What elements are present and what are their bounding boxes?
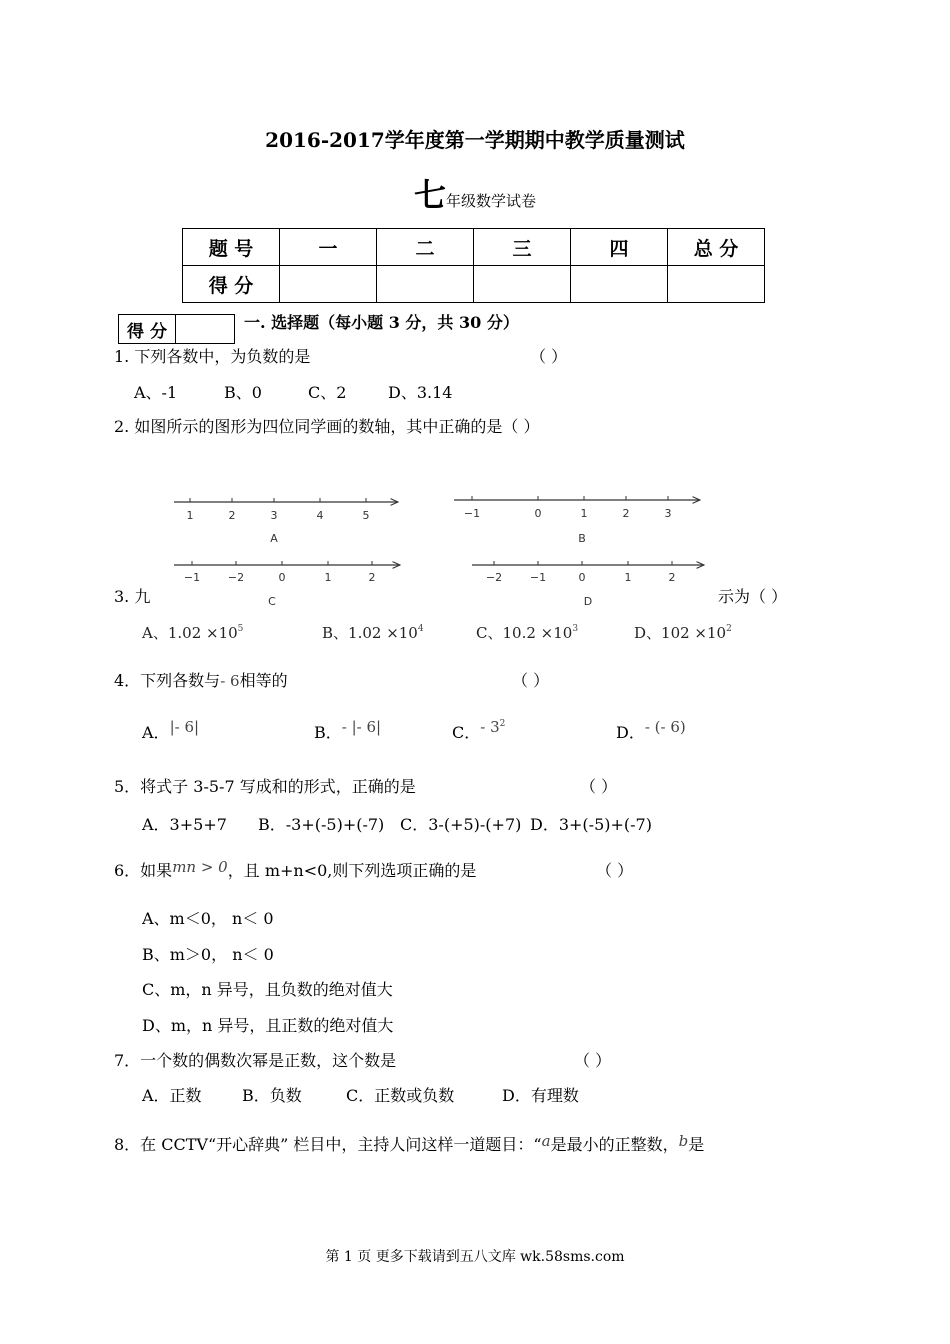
tick-label: 2 [368,571,376,584]
number-line-b [454,496,700,545]
table-header-cell: 二 [377,229,474,266]
section-title: 一. 选择题（每小题 3 分，共 30 分） [244,313,519,332]
q6-option-d[interactable]: D、m，n 异号，且正数的绝对值大 [142,1016,394,1035]
q3-option-d[interactable]: D、$102 \times 10^2$ [634,624,732,642]
question-4-answer[interactable]: （ ） [512,671,550,690]
tick-label: −1 [463,507,481,520]
tick-label: 1 [186,509,194,522]
q6-option-a[interactable]: A、m＜0， n＜ 0 [142,909,274,928]
figure-label: D [583,595,593,608]
score-cell[interactable] [377,266,474,303]
q6-option-b[interactable]: B、m＞0， n＜ 0 [142,945,274,964]
q3-option-c[interactable]: C、$10.2 \times 10^3$ [476,624,579,642]
q7-option-b[interactable]: B．负数 [242,1086,302,1105]
q3-option-a[interactable]: A、$1.02 \times 10^5$ [142,624,244,642]
subtitle-text: 年级数学试卷 [446,192,537,210]
tick-label: −1 [183,571,201,584]
q1-option-c[interactable]: C、2 [308,383,347,402]
q7-option-a[interactable]: A．正数 [142,1086,202,1105]
tick-label: −2 [485,571,503,584]
q5-option-a[interactable]: A．3+5+7 [142,815,227,834]
tick-label: 4 [316,509,324,522]
number-line-c [174,561,400,608]
section-score-cell[interactable] [176,315,235,344]
tick-label: 1 [580,507,588,520]
question-6-text: 6．如果mn > 0，且 m+n<0,则下列选项正确的是 [114,858,477,880]
score-cell[interactable] [668,266,765,303]
tick-label: 0 [278,571,286,584]
page-footer: 第 1 页 更多下载请到五八文库 wk.58sms.com [325,1249,625,1265]
question-5-text: 5．将式子 3-5-7 写成和的形式，正确的是 [114,777,416,796]
score-table [182,228,765,303]
q5-option-c[interactable]: C．3-(+5)-(+7) [400,815,522,834]
number-line-figures [160,488,720,612]
tick-label: 2 [622,507,630,520]
question-1-text: 1. 下列各数中，为负数的是 [114,347,311,366]
q5-option-d[interactable]: D．3+(-5)+(-7) [530,815,652,834]
tick-label: 2 [668,571,676,584]
question-5-answer[interactable]: （ ） [580,777,618,796]
exam-title: 2016-2017学年度第一学期期中教学质量测试 [265,128,685,152]
figure-label: C [268,595,276,608]
table-header-cell: 四 [571,229,668,266]
question-4-text: 4．下列各数与- 6相等的 [114,671,288,690]
q1-option-b[interactable]: B、0 [224,383,262,402]
tick-label: 5 [362,509,370,522]
q7-option-d[interactable]: D．有理数 [502,1086,579,1105]
tick-label: 3 [270,509,278,522]
q4-option-b[interactable]: B．- |- 6| [314,718,382,742]
tick-label: −1 [529,571,547,584]
tick-label: 1 [624,571,632,584]
tick-label: 0 [534,507,542,520]
q3-option-b[interactable]: B、$1.02 \times 10^4$ [322,624,424,642]
number-line-a [174,498,398,545]
score-cell[interactable] [571,266,668,303]
grade-number: 七 [413,176,446,214]
table-row [183,229,765,266]
tick-label: 1 [324,571,332,584]
q4-option-a[interactable]: A．|- 6| [142,718,200,742]
q4-option-c[interactable]: C．- $3^2$ [452,718,506,742]
tick-label: −2 [227,571,245,584]
q4-option-d[interactable]: D．- (- 6) [616,718,686,742]
question-3-end: 示为（ ） [718,587,788,606]
question-6-answer[interactable]: （ ） [596,861,634,880]
table-row [183,266,765,303]
section-score-box [118,314,235,344]
number-line-d [472,561,704,608]
figure-label: A [270,532,278,545]
q7-option-c[interactable]: C．正数或负数 [346,1086,455,1105]
table-row-label: 得 分 [183,266,280,303]
question-8-text: 8．在 CCTV“开心辞典” 栏目中，主持人问这样一道题目：“a是最小的正整数，b是 [114,1132,705,1154]
table-header-cell: 题 号 [183,229,280,266]
figure-label: B [578,532,586,545]
tick-label: 0 [578,571,586,584]
table-header-cell: 总 分 [668,229,765,266]
question-3-start: 3. 九 [114,587,151,606]
exam-subtitle [0,170,950,216]
question-7-answer[interactable]: （ ） [574,1051,612,1070]
question-7-text: 7．一个数的偶数次幂是正数，这个数是 [114,1051,397,1070]
question-2-text: 2. 如图所示的图形为四位同学画的数轴，其中正确的是（ ） [114,417,540,436]
q5-option-b[interactable]: B．-3+(-5)+(-7) [258,815,385,834]
section-score-label: 得 分 [119,315,176,344]
table-header-cell: 三 [474,229,571,266]
q1-option-d[interactable]: D、3.14 [388,383,453,402]
tick-label: 2 [228,509,236,522]
q1-option-a[interactable]: A、-1 [134,383,178,402]
table-header-cell: 一 [280,229,377,266]
question-1-answer[interactable]: （ ） [530,347,568,366]
q6-option-c[interactable]: C、m，n 异号，且负数的绝对值大 [142,980,393,999]
score-cell[interactable] [280,266,377,303]
score-cell[interactable] [474,266,571,303]
tick-label: 3 [664,507,672,520]
